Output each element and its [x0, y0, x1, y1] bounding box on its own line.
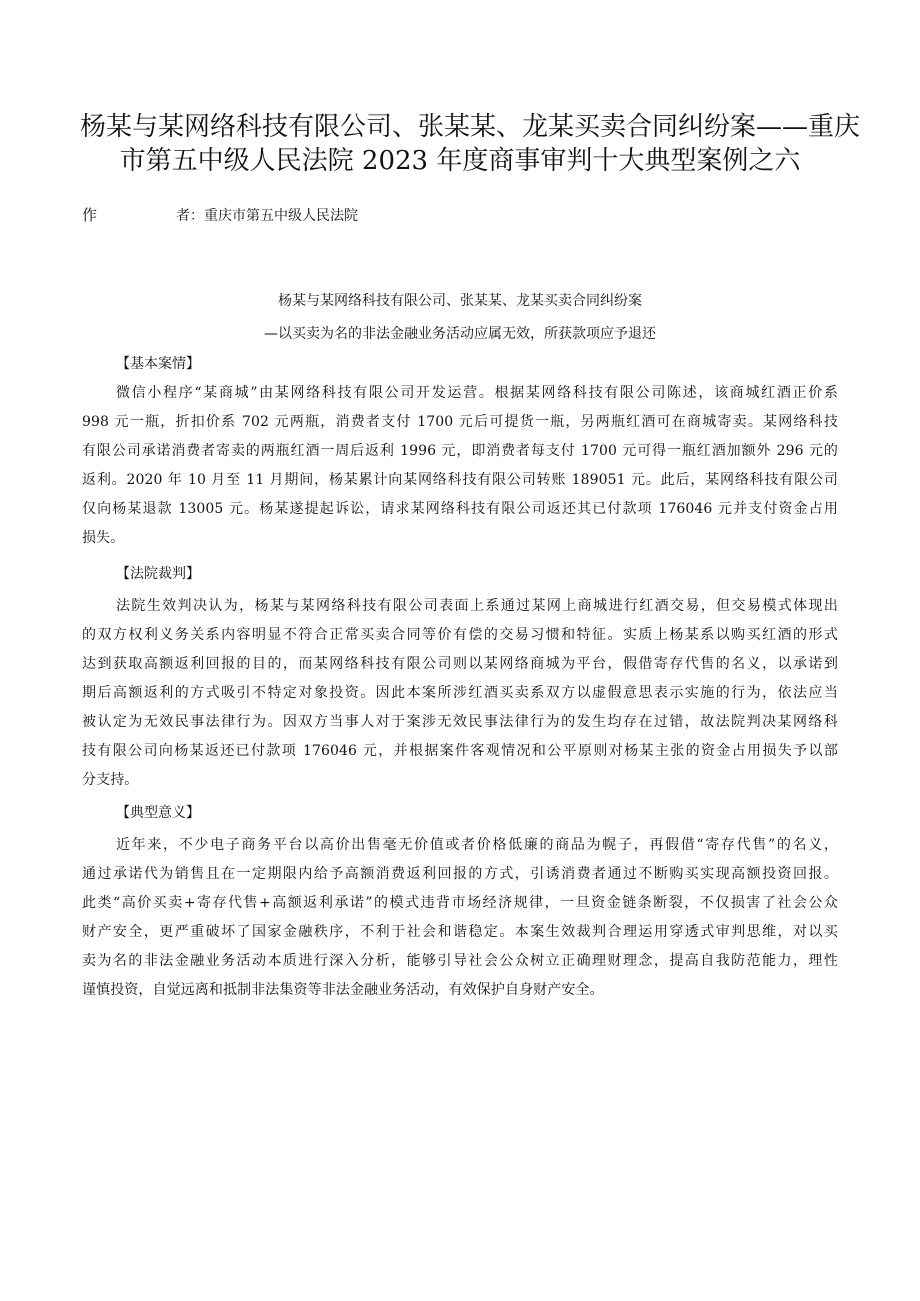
- author-value: 者：重庆市第五中级人民法院: [176, 208, 358, 224]
- paragraph-line: 财产安全，更严重破坏了国家金融秩序，不利于社会和谐稳定。本案生效裁判合理运用穿透式审判思维，对以买: [82, 924, 838, 940]
- paragraph-line: 达到获取高额返利回报的目的，而某网络科技有限公司则以某网络商城为平台，假借寄存代售的名义，以承诺到: [82, 656, 838, 672]
- paragraph-line: 返利。2020 年 10 月至 11 月期间，杨某累计向某网络科技有限公司转账 189051 元。此后，某网络科技有限公司: [82, 472, 838, 488]
- document-title: [80, 110, 861, 178]
- case-subtitle: —以买卖为名的非法金融业务活动应属无效，所获款项应予退还: [264, 326, 656, 342]
- title-line-2: 市第五中级人民法院 2023 年度商事审判十大典型案例之六: [119, 146, 801, 176]
- paragraph-line: 谨慎投资，自觉远离和抵制非法集资等非法金融业务活动，有效保护自身财产安全。: [82, 982, 604, 998]
- paragraph-line: 损失。: [82, 530, 125, 546]
- section-heading-significance: 【典型意义】: [116, 805, 200, 821]
- paragraph-line: 技有限公司向杨某返还已付款项 176046 元，并根据案件客观情况和公平原则对杨某主张的资金占用损失予以部: [82, 743, 838, 759]
- paragraph-line: 微信小程序“某商城”由某网络科技有限公司开发运营。根据某网络科技有限公司陈述，该商城红酒正价系: [116, 385, 838, 401]
- paragraph-line: 有限公司承诺消费者寄卖的两瓶红酒一周后返利 1996 元，即消费者每支付 1700 元可得一瓶红酒加额外 296 元的: [82, 443, 838, 459]
- title-line-1: 杨某与某网络科技有限公司、张某某、龙某买卖合同纠纷案——重庆: [80, 112, 861, 142]
- paragraph-line: 卖为名的非法金融业务活动本质进行深入分析，能够引导社会公众树立正确理财理念，提高自我防范能力，理性: [82, 953, 838, 969]
- paragraph-line: 仅向杨某退款 13005 元。杨某遂提起诉讼，请求某网络科技有限公司返还其已付款项 176046 元并支付资金占用: [82, 501, 838, 517]
- case-title: 杨某与某网络科技有限公司、张某某、龙某买卖合同纠纷案: [278, 293, 642, 309]
- paragraph-line: 分支持。: [82, 772, 139, 788]
- author-line: [82, 205, 358, 226]
- paragraph-line: 通过承诺代为销售且在一定期限内给予高额消费返利回报的方式，引诱消费者通过不断购买实现高额投资回报。: [82, 866, 838, 882]
- paragraph-line: 998 元一瓶，折扣价系 702 元两瓶，消费者支付 1700 元后可提货一瓶，另两瓶红酒可在商城寄卖。某网络科技: [82, 414, 838, 430]
- section-heading-court-ruling: 【法院裁判】: [116, 566, 200, 582]
- paragraph-line: 法院生效判决认为，杨某与某网络科技有限公司表面上系通过某网上商城进行红酒交易，但交易模式体现出: [116, 598, 838, 614]
- section-heading-basic-facts: 【基本案情】: [116, 356, 200, 372]
- paragraph-line: 的双方权利义务关系内容明显不符合正常买卖合同等价有偿的交易习惯和特征。实质上杨某系以购买红酒的形式: [82, 627, 838, 643]
- paragraph-line: 此类“高价买卖+寄存代售+高额返利承诺”的模式违背市场经济规律，一旦资金链条断裂，不仅损害了社会公众: [82, 895, 838, 911]
- paragraph-line: 近年来，不少电子商务平台以高价出售毫无价值或者价格低廉的商品为幌子，再假借“寄存代售”的名义，: [116, 837, 838, 853]
- paragraph-line: 期后高额返利的方式吸引不特定对象投资。因此本案所涉红酒买卖系双方以虚假意思表示实施的行为，依法应当: [82, 685, 838, 701]
- paragraph-line: 被认定为无效民事法律行为。因双方当事人对于案涉无效民事法律行为的发生均存在过错，故法院判决某网络科: [82, 714, 838, 730]
- author-label: 作: [82, 206, 98, 224]
